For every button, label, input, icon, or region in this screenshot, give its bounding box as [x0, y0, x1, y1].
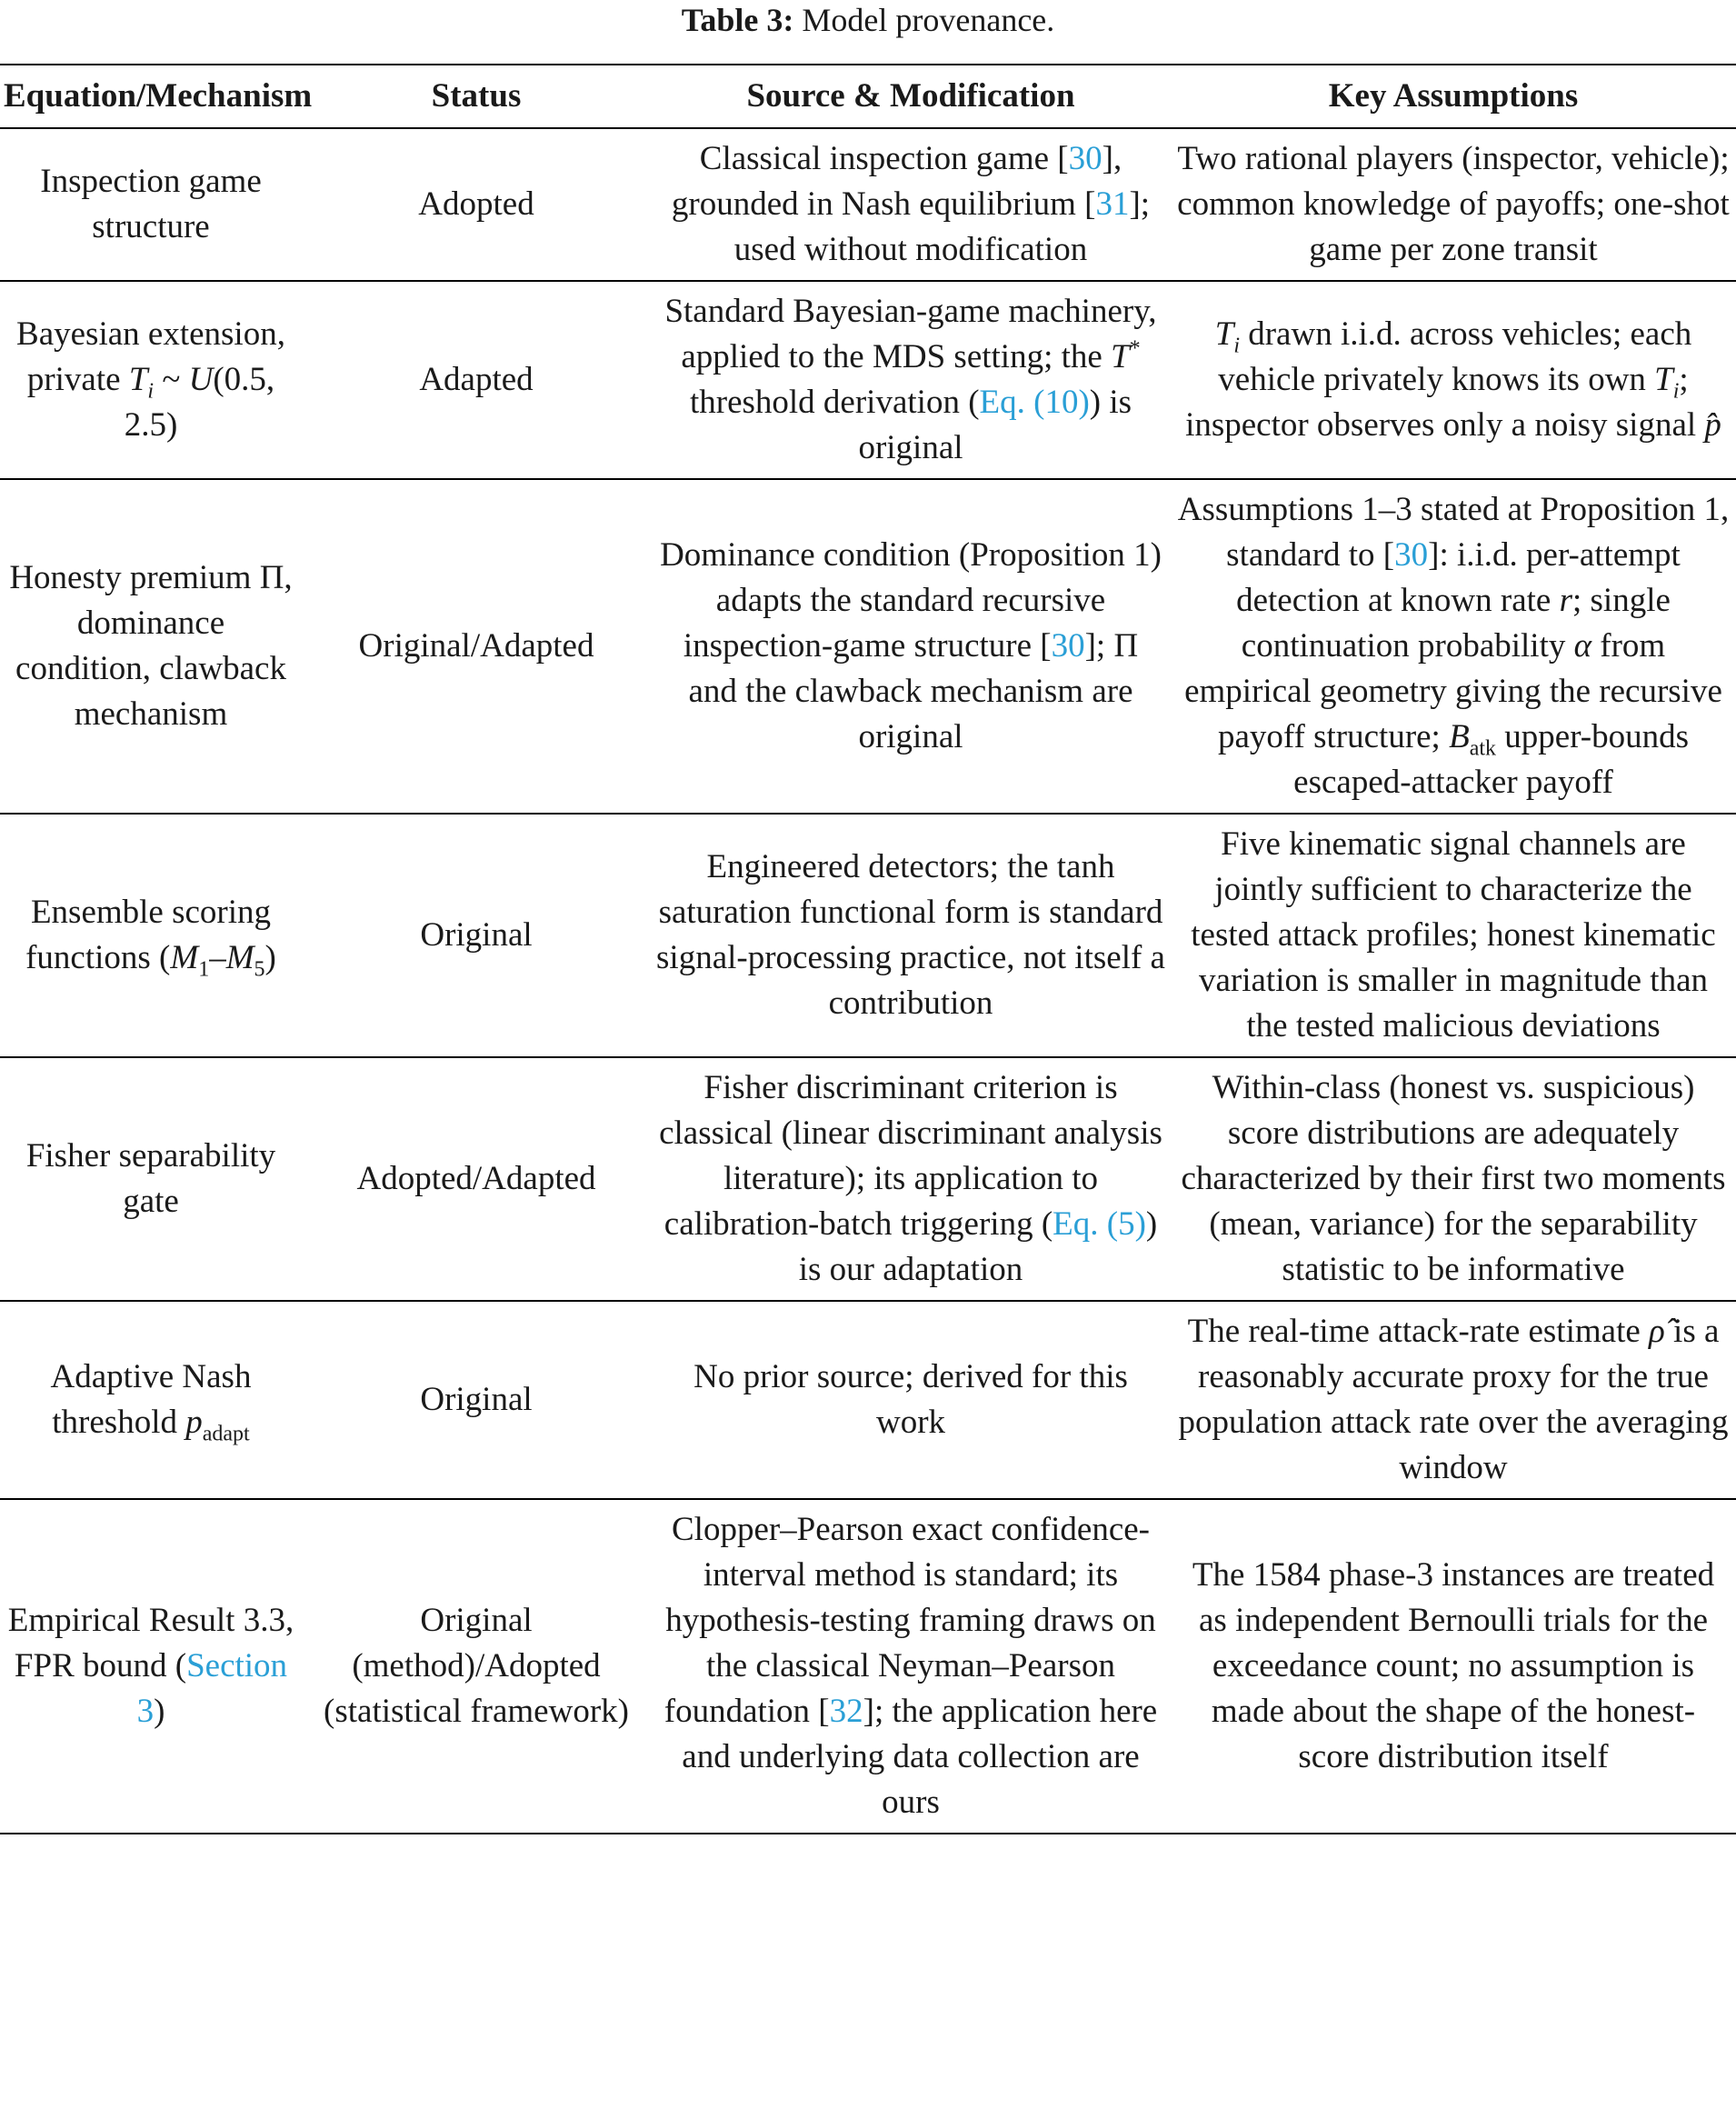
citation-link[interactable]: 30 [1394, 536, 1429, 574]
source-cell: Dominance condition (Proposition 1) adapts the standard recursive inspection-game structure [30]; Π and the clawback mechanism are original [651, 479, 1171, 814]
header-assumptions: Key Assumptions [1171, 65, 1736, 128]
header-mechanism: Equation/Mechanism [0, 65, 302, 128]
status-cell: Adapted [302, 281, 651, 479]
mechanism-cell: Bayesian extension, private $T_i$ ~ U(0.5, 2.5) [0, 281, 302, 479]
table-row [0, 1301, 1736, 1499]
status-cell: Original [302, 814, 651, 1057]
table-row [0, 479, 1736, 814]
equation-link[interactable]: Eq. (10) [979, 384, 1090, 421]
mechanism-cell: Inspection game structure [0, 128, 302, 281]
mechanism-cell: Fisher separability gate [0, 1057, 302, 1301]
provenance-table [0, 64, 1736, 1834]
caption-text: Model provenance. [802, 2, 1055, 38]
status-cell: Original [302, 1301, 651, 1499]
table-row [0, 1057, 1736, 1301]
mechanism-cell: Honesty premium Π, dominance condition, clawback mechanism [0, 479, 302, 814]
status-cell: Original/Adapted [302, 479, 651, 814]
equation-link[interactable]: Eq. (5) [1053, 1205, 1146, 1243]
header-row [0, 65, 1736, 128]
table-row [0, 128, 1736, 281]
source-cell: Fisher discriminant criterion is classical (linear discriminant analysis literature); its application to calibration-batch triggering (Eq. (5)) is our adaptation [651, 1057, 1171, 1301]
table-row [0, 814, 1736, 1057]
assumptions-cell: Five kinematic signal channels are jointly sufficient to characterize the tested attack profiles; honest kinematic variation is smaller in magnitude than the tested malicious deviations [1171, 814, 1736, 1057]
assumptions-cell: The real-time attack-rate estimate ρ̂ is a reasonably accurate proxy for the true population attack rate over the averaging window [1171, 1301, 1736, 1499]
status-cell: Adopted/Adapted [302, 1057, 651, 1301]
citation-link[interactable]: 31 [1095, 185, 1130, 223]
source-cell: Classical inspection game [30], grounded in Nash equilibrium [31]; used without modification [651, 128, 1171, 281]
citation-link[interactable]: 32 [829, 1693, 863, 1730]
status-cell: Original (method)/Adopted (statistical framework) [302, 1499, 651, 1834]
assumptions-cell: Two rational players (inspector, vehicle); common knowledge of payoffs; one-shot game per zone transit [1171, 128, 1736, 281]
source-cell: Clopper–Pearson exact confidence-interval method is standard; its hypothesis-testing framing draws on the classical Neyman–Pearson foundation [32]; the application here and underlying data collection are ours [651, 1499, 1171, 1834]
source-cell: No prior source; derived for this work [651, 1301, 1171, 1499]
table-caption [0, 0, 1736, 53]
citation-link[interactable]: 30 [1051, 627, 1085, 665]
header-status: Status [302, 65, 651, 128]
mechanism-cell: Empirical Result 3.3, FPR bound (Section 3) [0, 1499, 302, 1834]
header-source: Source & Modification [651, 65, 1171, 128]
mechanism-cell: Ensemble scoring functions $(M_1-M_5)$ [0, 814, 302, 1057]
section-link[interactable]: Section 3 [136, 1647, 288, 1730]
assumptions-cell: Within-class (honest vs. suspicious) score distributions are adequately characterized by their first two moments (mean, variance) for the separability statistic to be informative [1171, 1057, 1736, 1301]
assumptions-cell: $T_i$ drawn i.i.d. across vehicles; each vehicle privately knows its own $T_i$; inspector observes only a noisy signal p̂ [1171, 281, 1736, 479]
source-cell: Engineered detectors; the tanh saturation functional form is standard signal-processing practice, not itself a contribution [651, 814, 1171, 1057]
mechanism-cell: Adaptive Nash threshold $p_{adapt}$ [0, 1301, 302, 1499]
table-row [0, 1499, 1736, 1834]
status-cell: Adopted [302, 128, 651, 281]
source-cell: Standard Bayesian-game machinery, applied to the MDS setting; the T* threshold derivation (Eq. (10)) is original [651, 281, 1171, 479]
caption-label: Table 3: [681, 2, 794, 38]
citation-link[interactable]: 30 [1068, 140, 1102, 177]
assumptions-cell: Assumptions 1–3 stated at Proposition 1, standard to [30]: i.i.d. per-attempt detection at known rate r; single continuation probability α from empirical geometry giving the recursive payoff structure; $B_{atk}$ upper-bounds escaped-attacker payoff [1171, 479, 1736, 814]
assumptions-cell: The 1584 phase-3 instances are treated as independent Bernoulli trials for the exceedance count; no assumption is made about the shape of the honest-score distribution itself [1171, 1499, 1736, 1834]
table-row [0, 281, 1736, 479]
